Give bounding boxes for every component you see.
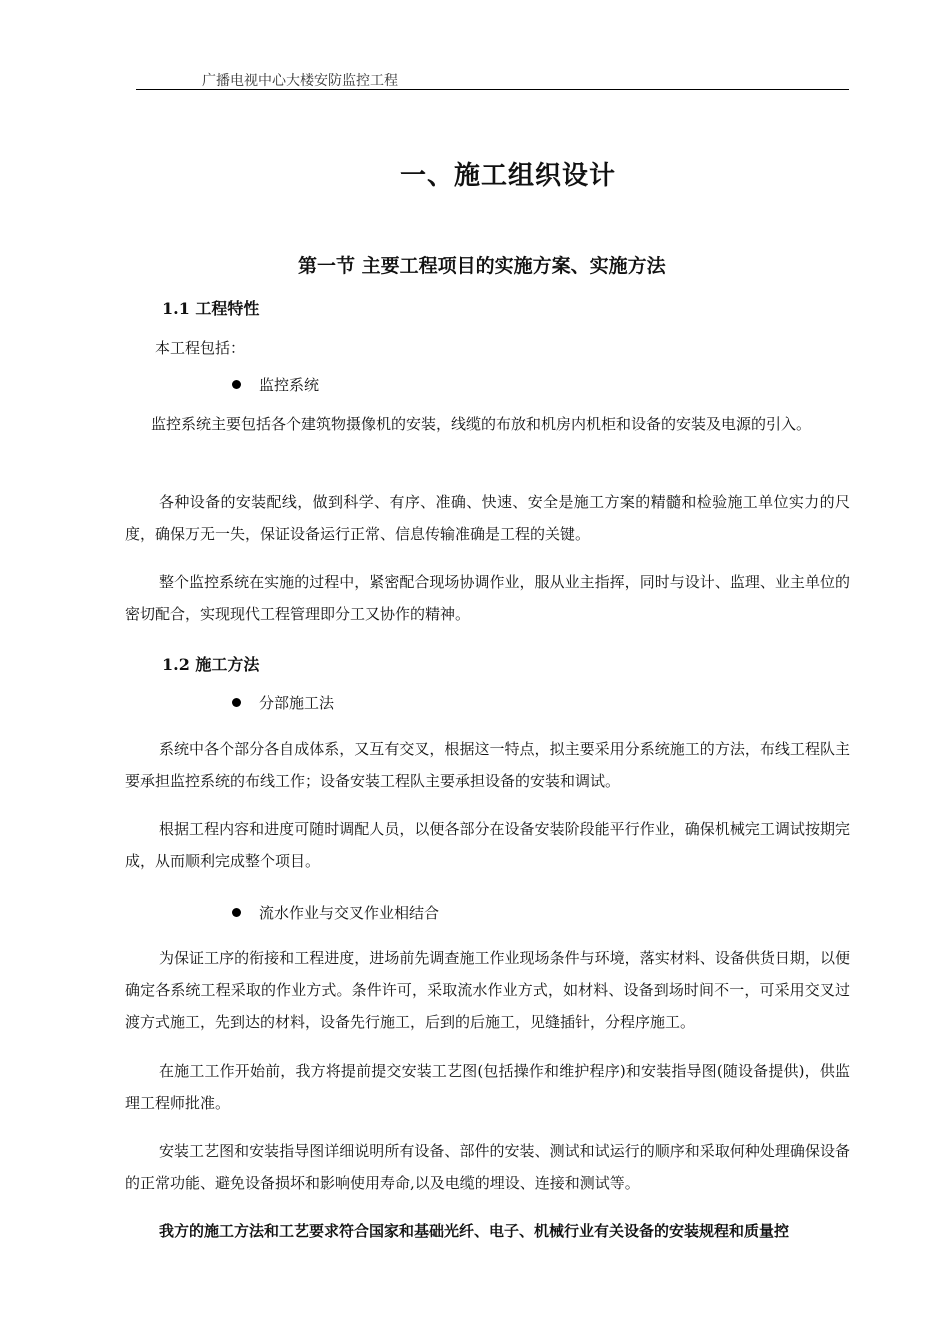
- chapter-title: 一、施工组织设计: [400, 161, 617, 191]
- paragraph: 在施工工作开始前，我方将提前提交安装工艺图(包括操作和维护程序)和安装指导图(随设备提供)，供监理工程师批准。: [125, 1062, 850, 1112]
- paragraph-bold: 我方的施工方法和工艺要求符合国家和基础光纤、电子、机械行业有关设备的安装规程和质量控: [159, 1222, 790, 1240]
- paragraph: 为保证工序的衔接和工程进度，进场前先调查施工作业现场条件与环境，落实材料、设备供货日期，以便确定各系统工程采取的作业方式。条件许可，采取流水作业方式，如材料、设备到场时间不一，可采用交叉过渡方式施工，先到达的材料，设备先行施工，后到的后施工，见缝插针，分程序施工。: [125, 949, 850, 1031]
- bullet-label: 分部施工法: [259, 694, 335, 712]
- bullet-label: 监控系统: [259, 376, 320, 394]
- paragraph: 整个监控系统在实施的过程中，紧密配合现场协调作业，服从业主指挥，同时与设计、监理、业主单位的密切配合，实现现代工程管理即分工又协作的精神。: [125, 573, 850, 623]
- header-title: 广播电视中心大楼安防监控工程: [202, 73, 398, 89]
- subsection-heading-1-2: 1.2 施工方法: [162, 655, 260, 674]
- bullet-label: 流水作业与交叉作业相结合: [259, 904, 440, 922]
- subsection-heading-1-1: 1.1 工程特性: [162, 299, 260, 318]
- bullet-item: [232, 374, 319, 395]
- bullet-dot-icon: [232, 698, 241, 707]
- paragraph: 安装工艺图和安装指导图详细说明所有设备、部件的安装、测试和试运行的顺序和采取何种处理确保设备的正常功能、避免设备损坏和影响使用寿命,以及电缆的埋设、连接和测试等。: [125, 1142, 850, 1192]
- bullet-dot-icon: [232, 908, 241, 917]
- bullet-item: [232, 902, 439, 923]
- bullet-item: [232, 692, 334, 713]
- paragraph: 系统中各个部分各自成体系，又互有交叉，根据这一特点，拟主要采用分系统施工的方法，布线工程队主要承担监控系统的布线工作；设备安装工程队主要承担设备的安装和调试。: [125, 740, 850, 790]
- header-divider: [136, 89, 849, 90]
- paragraph: 监控系统主要包括各个建筑物摄像机的安装，线缆的布放和机房内机柜和设备的安装及电源的引入。: [151, 415, 812, 433]
- bullet-dot-icon: [232, 380, 241, 389]
- section-title: 第一节 主要工程项目的实施方案、实施方法: [298, 255, 666, 277]
- paragraph: 根据工程内容和进度可随时调配人员，以便各部分在设备安装阶段能平行作业，确保机械完工调试按期完成，从而顺利完成整个项目。: [125, 820, 850, 870]
- paragraph: 各种设备的安装配线，做到科学、有序、准确、快速、安全是施工方案的精髓和检验施工单位实力的尺度，确保万无一失，保证设备运行正常、信息传输准确是工程的关键。: [125, 493, 850, 543]
- intro-text: 本工程包括：: [155, 339, 246, 357]
